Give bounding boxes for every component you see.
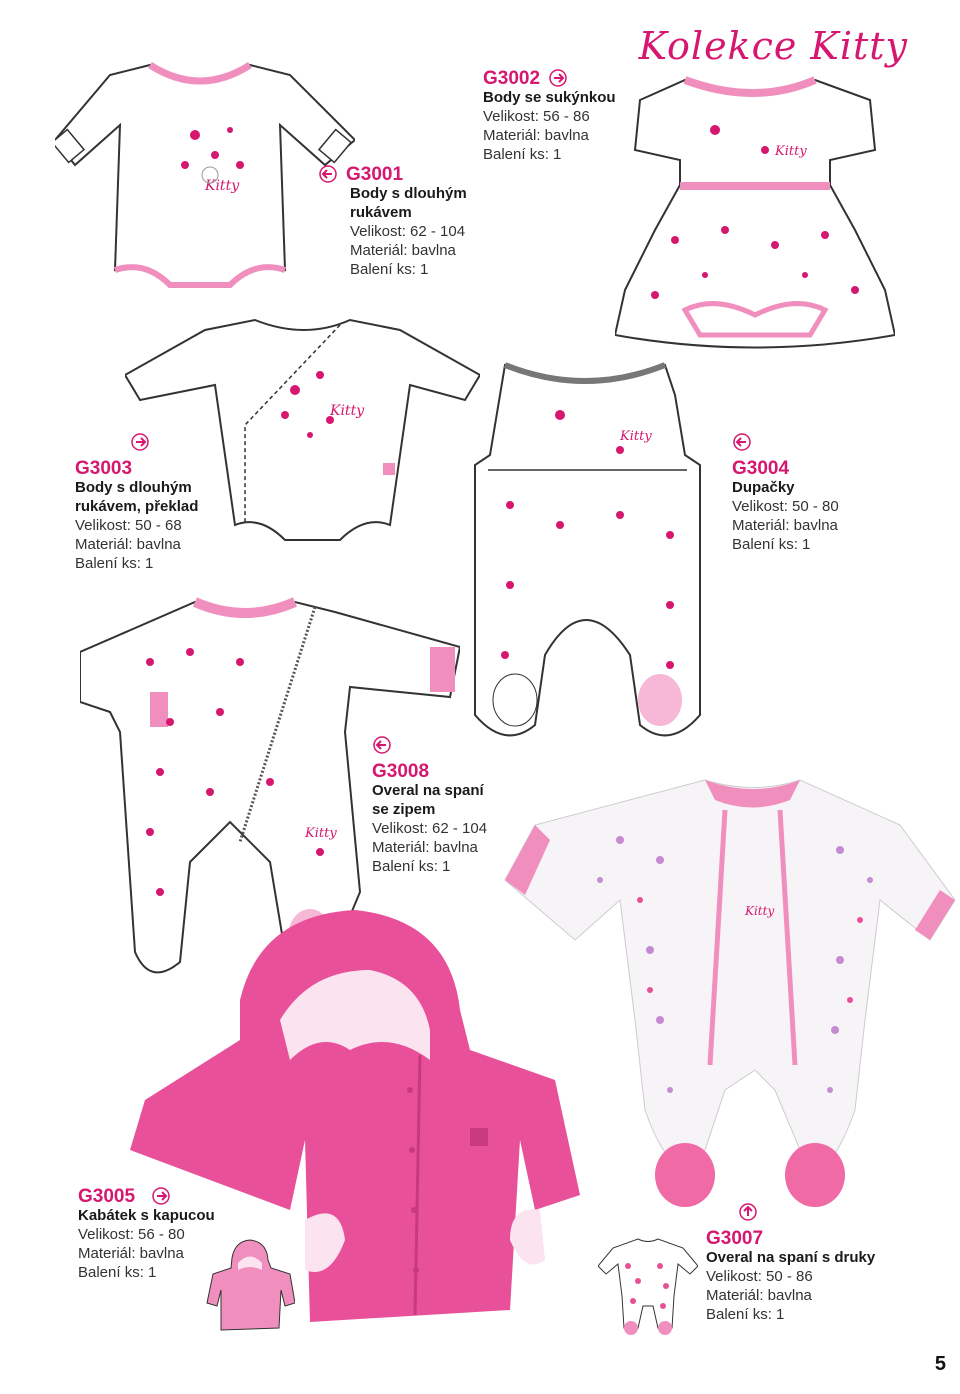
product-material: Materiál: bavlna xyxy=(75,536,181,553)
product-material: Materiál: bavlna xyxy=(732,517,838,534)
print-kitty-text: Kitty xyxy=(745,904,775,918)
print-kitty-text: Kitty xyxy=(775,144,807,159)
product-code: G3004 xyxy=(732,458,790,479)
product-size: Velikost: 56 - 86 xyxy=(483,108,590,125)
product-name: rukávem xyxy=(350,204,412,221)
product-name: Dupačky xyxy=(732,479,795,496)
product-material: Materiál: bavlna xyxy=(706,1287,812,1304)
arrow-right-icon xyxy=(548,68,568,88)
product-code: G3001 xyxy=(346,163,404,185)
product-g3002 xyxy=(483,68,616,164)
product-name: Body s dlouhým xyxy=(75,479,192,496)
product-material: Materiál: bavlna xyxy=(372,839,478,856)
product-g3003 xyxy=(75,432,198,573)
product-pack: Balení ks: 1 xyxy=(350,261,429,278)
product-code: G3002 xyxy=(483,67,541,89)
product-g3005 xyxy=(78,1186,215,1282)
print-kitty-text: Kitty xyxy=(305,826,337,841)
arrow-left-icon xyxy=(732,432,752,452)
brand-title: Kolekce Kitty xyxy=(638,24,908,68)
product-g3004 xyxy=(732,432,839,554)
garment-g3005-thumbnail xyxy=(205,1238,295,1333)
garment-g3004-illustration xyxy=(470,355,705,755)
print-kitty-text: Kitty xyxy=(205,178,240,194)
product-g3007 xyxy=(706,1202,875,1324)
product-g3001 xyxy=(318,164,467,279)
product-pack: Balení ks: 1 xyxy=(75,555,154,572)
product-material: Materiál: bavlna xyxy=(78,1245,184,1262)
arrow-left-icon xyxy=(318,164,338,184)
arrow-up-icon xyxy=(738,1202,758,1222)
product-material: Materiál: bavlna xyxy=(483,127,589,144)
product-g3008 xyxy=(372,735,487,876)
product-name: Body s dlouhým xyxy=(350,185,467,202)
product-size: Velikost: 50 - 80 xyxy=(732,498,839,515)
product-name: Overal na spaní s druky xyxy=(706,1249,876,1266)
product-name: Overal na spaní xyxy=(372,782,484,799)
product-material: Materiál: bavlna xyxy=(350,242,456,259)
product-name: rukávem, překlad xyxy=(75,498,199,515)
garment-g3002-illustration xyxy=(615,70,895,350)
product-code: G3005 xyxy=(78,1185,136,1207)
product-code: G3003 xyxy=(75,458,133,479)
arrow-right-icon xyxy=(130,432,150,452)
product-code: G3007 xyxy=(706,1228,764,1249)
product-pack: Balení ks: 1 xyxy=(483,146,562,163)
print-kitty-text: Kitty xyxy=(620,429,652,444)
product-pack: Balení ks: 1 xyxy=(372,858,451,875)
product-pack: Balení ks: 1 xyxy=(78,1264,157,1281)
garment-g3001-illustration xyxy=(55,55,355,300)
product-size: Velikost: 50 - 68 xyxy=(75,517,182,534)
product-name: se zipem xyxy=(372,801,436,818)
product-size: Velikost: 62 - 104 xyxy=(350,223,466,240)
print-kitty-text: Kitty xyxy=(330,403,365,419)
product-code: G3008 xyxy=(372,761,430,782)
product-size: Velikost: 56 - 80 xyxy=(78,1226,185,1243)
page-number: 5 xyxy=(934,1353,946,1375)
product-size: Velikost: 62 - 104 xyxy=(372,820,488,837)
product-name: Body se sukýnkou xyxy=(483,89,616,106)
product-pack: Balení ks: 1 xyxy=(732,536,811,553)
arrow-left-icon xyxy=(372,735,392,755)
garment-g3007-thumbnail xyxy=(598,1236,698,1336)
product-name: Kabátek s kapucou xyxy=(78,1207,215,1224)
product-pack: Balení ks: 1 xyxy=(706,1306,785,1323)
arrow-right-icon xyxy=(151,1186,171,1206)
product-size: Velikost: 50 - 86 xyxy=(706,1268,813,1285)
